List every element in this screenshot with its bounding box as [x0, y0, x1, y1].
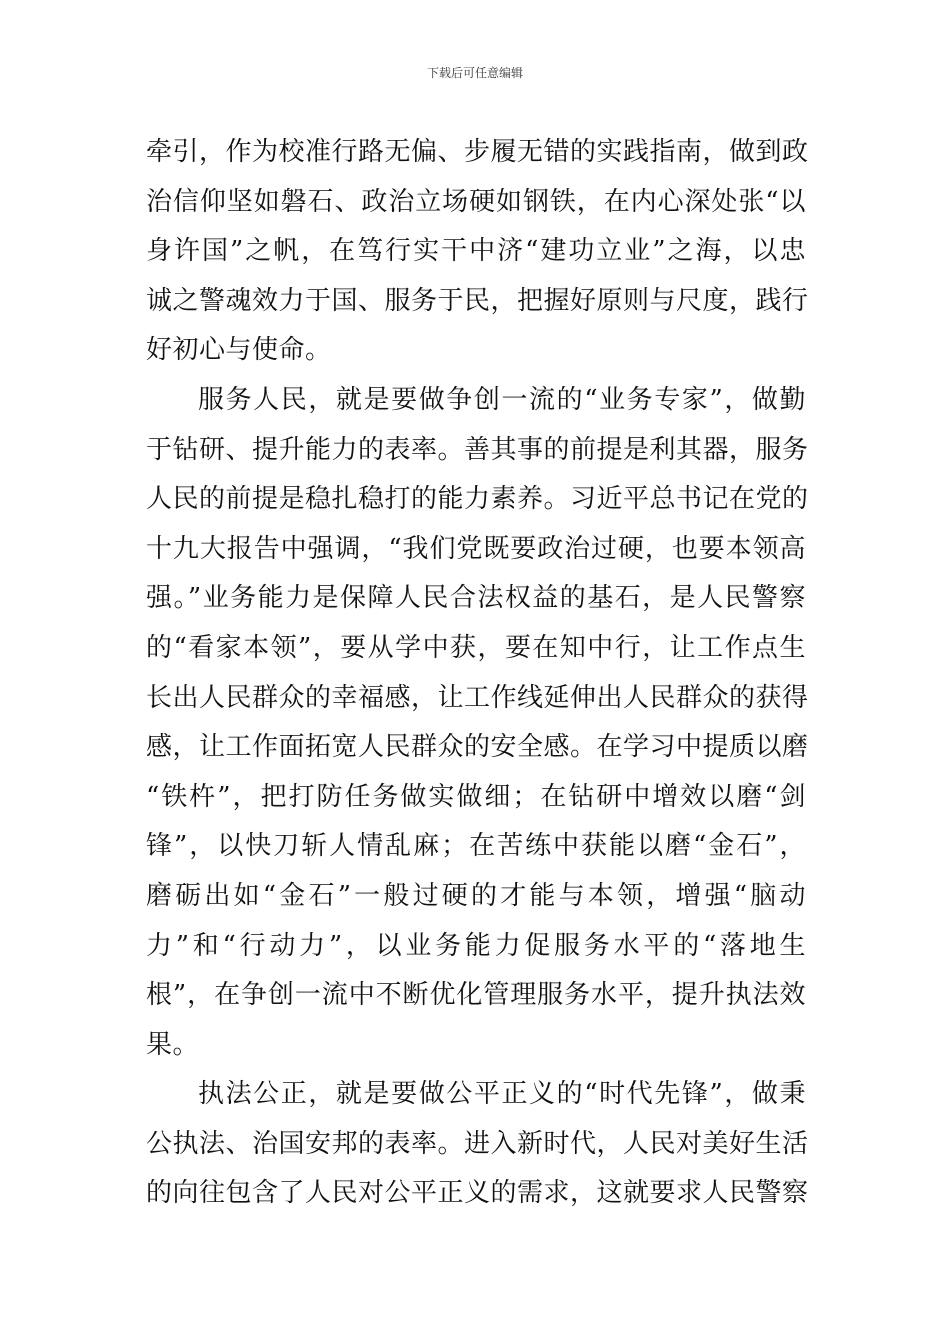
text-line: 人民的前提是稳扎稳打的能力素养。习近平总书记在党的 [146, 484, 809, 515]
text-line: 公执法、治国安邦的表率。进入新时代，人民对美好生活 [146, 1128, 809, 1159]
text-line: 治信仰坚如磐石、政治立场硬如钢铁，在内心深处张“以 [146, 186, 806, 217]
text-line: 根”，在争创一流中不断优化管理服务水平，提升执法效 [146, 980, 806, 1011]
text-line: 于钻研、提升能力的表率。善其事的前提是利其器，服务 [146, 434, 809, 465]
text-line: 锋”，以快刀斩人情乱麻；在苦练中获能以磨“金石”， [146, 831, 806, 862]
text-line: “铁杵”，把打防任务做实做细；在钻研中增效以磨“剑 [146, 781, 806, 812]
text-line: 服务人民，就是要做争创一流的“业务专家”，做勤 [198, 384, 806, 415]
text-line: 十九大报告中强调，“我们党既要政治过硬，也要本领高 [146, 533, 806, 564]
text-line: 力”和“行动力”，以业务能力促服务水平的“落地生 [146, 930, 806, 961]
paragraph [146, 128, 809, 376]
text-line: 磨砺出如“金石”一般过硬的才能与本领，增强“脑动 [146, 880, 806, 911]
text-line: 长出人民群众的幸福感，让工作线延伸出人民群众的获得 [146, 682, 809, 713]
text-line: 的向往包含了人民对公平正义的需求，这就要求人民警察 [146, 1178, 809, 1209]
text-line: 身许国”之帆，在笃行实干中济“建功立业”之海，以忠 [146, 236, 806, 267]
paragraph [146, 376, 809, 1070]
paragraph [146, 1070, 809, 1219]
text-line: 牵引，作为校准行路无偏、步履无错的实践指南，做到政 [146, 137, 809, 167]
text-line: 感，让工作面拓宽人民群众的安全感。在学习中提质以磨 [146, 732, 809, 763]
document-body [146, 128, 809, 1219]
text-line: 执法公正，就是要做公平正义的“时代先锋”，做秉 [198, 1079, 806, 1110]
text-line: 诚之警魂效力于国、服务于民，把握好原则与尺度，践行 [146, 285, 809, 316]
text-line: 果。 [146, 1029, 200, 1060]
page-header-note: 下载后可任意编辑 [426, 66, 523, 80]
text-line: 的“看家本领”，要从学中获，要在知中行，让工作点生 [146, 632, 806, 663]
text-line: 好初心与使命。 [146, 335, 332, 366]
text-line: 强。”业务能力是保障人民合法权益的基石，是人民警察 [146, 583, 806, 614]
